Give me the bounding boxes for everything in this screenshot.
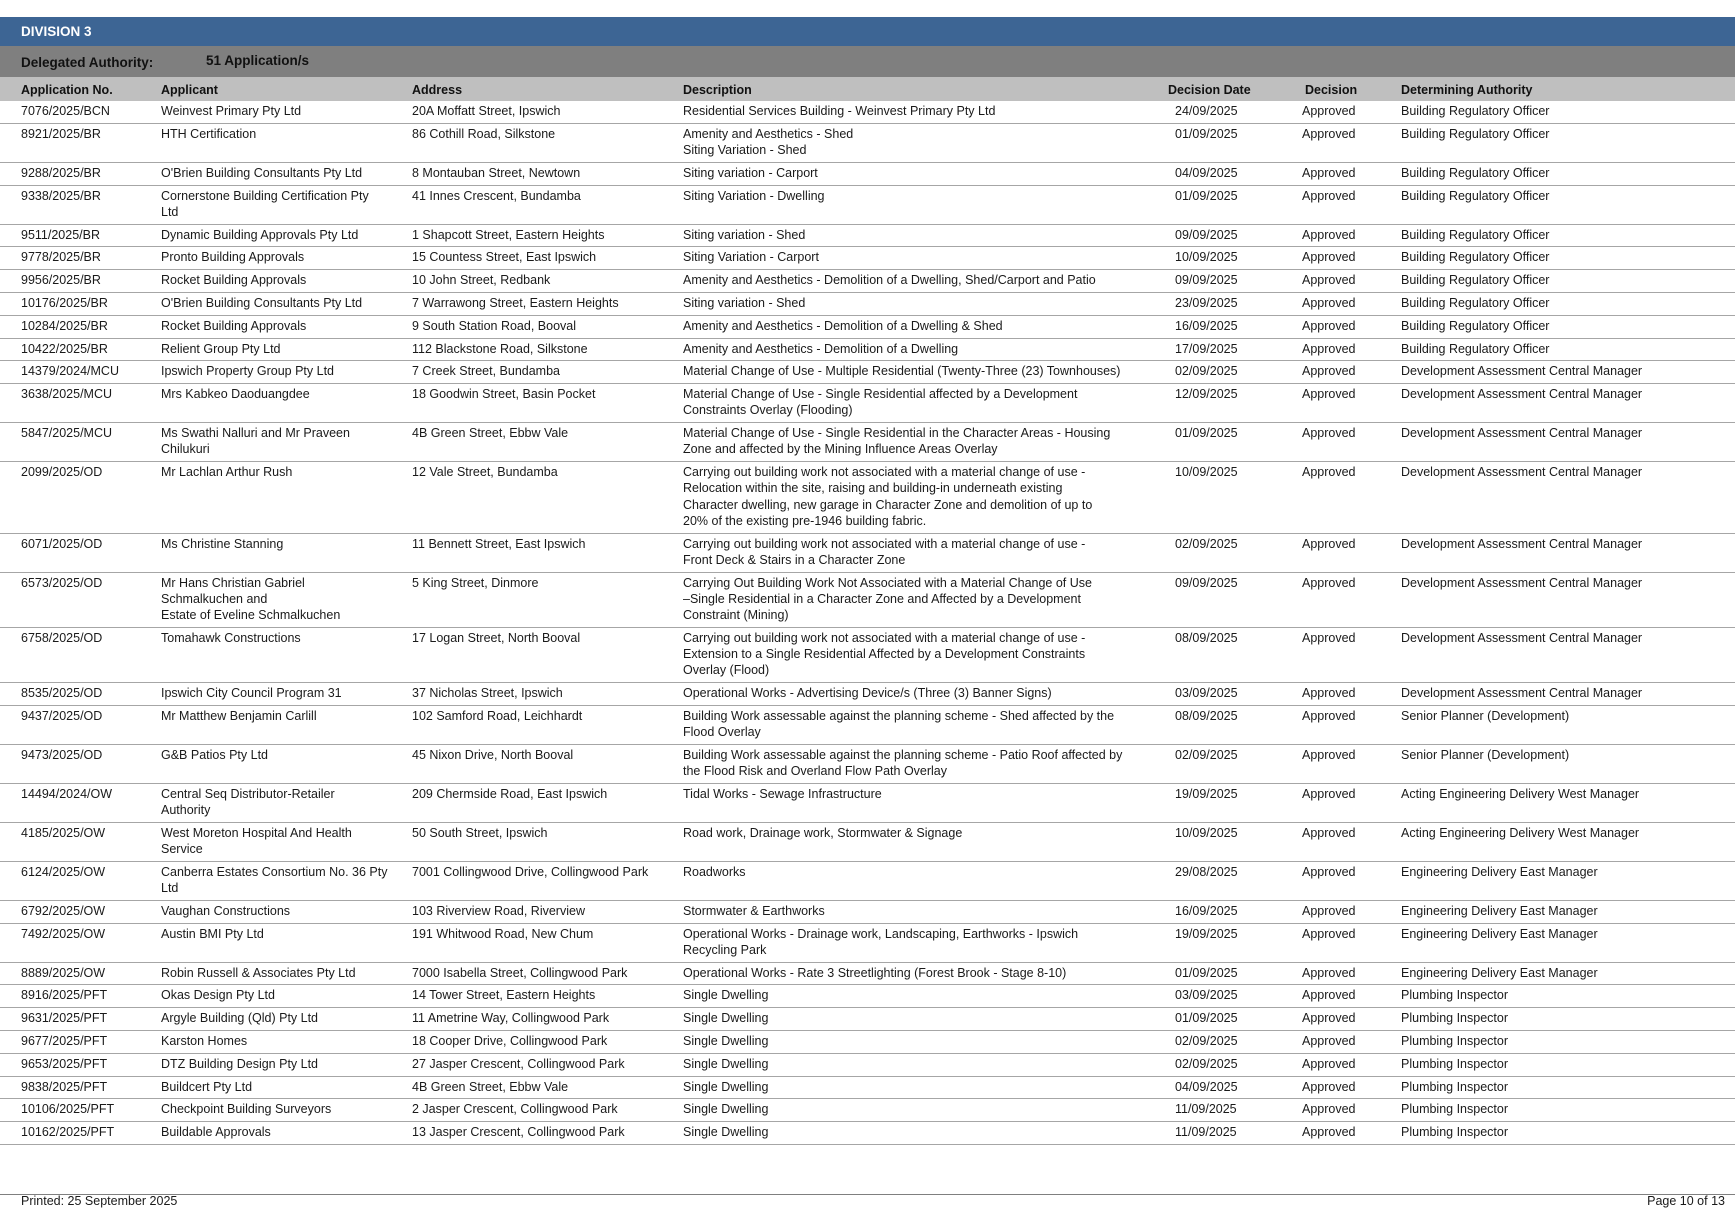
cell-decision: Approved bbox=[1302, 536, 1356, 551]
cell-decision: Approved bbox=[1302, 864, 1356, 879]
cell-determining-authority: Building Regulatory Officer bbox=[1401, 318, 1550, 333]
cell-decision: Approved bbox=[1302, 296, 1356, 310]
table-row bbox=[0, 101, 1735, 124]
cell-address: 7 Warrawong Street, Eastern Heights bbox=[412, 296, 619, 310]
cell-decision-date: 03/09/2025 bbox=[1175, 988, 1238, 1003]
cell-description: Carrying out building work not associated with a material change of use - Extension to a Single Residential Affected by a Development Constraints Overlay (Flood) bbox=[683, 630, 1086, 678]
cell-applicant: Relient Group Pty Ltd bbox=[161, 341, 281, 356]
cell-decision: Approved bbox=[1302, 1125, 1356, 1140]
cell-application-no: 5847/2025/MCU bbox=[21, 426, 113, 441]
table-row bbox=[0, 862, 1735, 901]
cell-address: 41 Innes Crescent, Bundamba bbox=[412, 188, 581, 203]
column-header-decision-date: Decision Date bbox=[1168, 83, 1251, 97]
table-row bbox=[0, 384, 1735, 423]
cell-decision-date: 16/09/2025 bbox=[1175, 903, 1238, 918]
cell-applicant: DTZ Building Design Pty Ltd bbox=[161, 1056, 319, 1071]
cell-address: 209 Chermside Road, East Ipswich bbox=[412, 786, 608, 801]
cell-decision: Approved bbox=[1302, 630, 1356, 645]
table-row bbox=[0, 124, 1735, 163]
cell-determining-authority: Development Assessment Central Manager bbox=[1401, 364, 1643, 379]
cell-determining-authority: Development Assessment Central Manager bbox=[1401, 465, 1643, 480]
column-header-decision: Decision bbox=[1305, 83, 1358, 97]
cell-address: 50 South Street, Ipswich bbox=[412, 825, 548, 840]
cell-determining-authority: Acting Engineering Delivery West Manager bbox=[1401, 786, 1640, 801]
cell-application-no: 6071/2025/OD bbox=[21, 536, 103, 551]
cell-application-no: 3638/2025/MCU bbox=[21, 387, 113, 402]
cell-determining-authority: Development Assessment Central Manager bbox=[1401, 387, 1643, 402]
table-row bbox=[0, 1099, 1735, 1122]
cell-applicant: Ipswich Property Group Pty Ltd bbox=[161, 364, 334, 379]
cell-decision-date: 08/09/2025 bbox=[1175, 708, 1238, 723]
cell-application-no: 9677/2025/PFT bbox=[21, 1034, 108, 1048]
cell-determining-authority: Building Regulatory Officer bbox=[1401, 250, 1550, 265]
cell-determining-authority: Building Regulatory Officer bbox=[1401, 104, 1550, 118]
cell-application-no: 4185/2025/OW bbox=[21, 825, 106, 840]
cell-decision-date: 29/08/2025 bbox=[1175, 864, 1238, 879]
cell-application-no: 9511/2025/BR bbox=[21, 227, 100, 242]
cell-applicant: Cornerstone Building Certification Pty Ltd bbox=[161, 188, 369, 219]
cell-decision-date: 02/09/2025 bbox=[1175, 1056, 1238, 1071]
cell-decision-date: 19/09/2025 bbox=[1175, 786, 1238, 801]
cell-description: Material Change of Use - Multiple Residential (Twenty-Three (23) Townhouses) bbox=[683, 364, 1121, 379]
cell-description: Stormwater & Earthworks bbox=[683, 903, 825, 918]
table-row bbox=[0, 186, 1735, 225]
cell-determining-authority: Building Regulatory Officer bbox=[1401, 341, 1550, 356]
cell-applicant: Buildcert Pty Ltd bbox=[161, 1079, 253, 1094]
cell-decision: Approved bbox=[1302, 708, 1356, 723]
cell-determining-authority: Plumbing Inspector bbox=[1401, 1102, 1509, 1117]
table-row bbox=[0, 270, 1735, 293]
cell-application-no: 6792/2025/OW bbox=[21, 903, 106, 918]
table-row bbox=[0, 534, 1735, 573]
table-row bbox=[0, 361, 1735, 384]
cell-applicant: Checkpoint Building Surveyors bbox=[161, 1102, 332, 1117]
cell-application-no: 9838/2025/PFT bbox=[21, 1079, 108, 1094]
table-row bbox=[0, 1031, 1735, 1054]
cell-description: Single Dwelling bbox=[683, 1056, 769, 1071]
table-row bbox=[0, 293, 1735, 316]
table-row bbox=[0, 683, 1735, 706]
division-heading: DIVISION 3 bbox=[0, 17, 1735, 46]
cell-decision: Approved bbox=[1302, 1011, 1356, 1026]
cell-decision: Approved bbox=[1302, 1034, 1356, 1048]
cell-decision: Approved bbox=[1302, 686, 1356, 700]
cell-description: Road work, Drainage work, Stormwater & Signage bbox=[683, 825, 963, 840]
cell-description: Single Dwelling bbox=[683, 1034, 769, 1048]
cell-applicant: Ipswich City Council Program 31 bbox=[161, 686, 342, 700]
authority-bar bbox=[0, 46, 1735, 77]
cell-description: Amenity and Aesthetics - Demolition of a Dwelling bbox=[683, 341, 959, 356]
cell-applicant: Pronto Building Approvals bbox=[161, 250, 305, 265]
table-row bbox=[0, 339, 1735, 362]
cell-determining-authority: Development Assessment Central Manager bbox=[1401, 630, 1643, 645]
cell-decision-date: 01/09/2025 bbox=[1175, 965, 1238, 980]
cell-decision-date: 19/09/2025 bbox=[1175, 926, 1238, 941]
cell-determining-authority: Plumbing Inspector bbox=[1401, 1034, 1509, 1048]
cell-applicant: Ms Christine Stanning bbox=[161, 536, 284, 551]
cell-description: Siting Variation - Carport bbox=[683, 250, 819, 265]
cell-address: 15 Countess Street, East Ipswich bbox=[412, 250, 597, 265]
cell-determining-authority: Engineering Delivery East Manager bbox=[1401, 903, 1598, 918]
authority-label: Delegated Authority: bbox=[21, 55, 154, 70]
cell-application-no: 10422/2025/BR bbox=[21, 341, 108, 356]
cell-determining-authority: Plumbing Inspector bbox=[1401, 1056, 1509, 1071]
cell-application-no: 7492/2025/OW bbox=[21, 926, 106, 941]
cell-address: 37 Nicholas Street, Ipswich bbox=[412, 686, 563, 700]
cell-description: Siting variation - Shed bbox=[683, 296, 806, 310]
cell-applicant: Robin Russell & Associates Pty Ltd bbox=[161, 965, 356, 980]
column-header-description: Description bbox=[683, 83, 752, 97]
cell-application-no: 10106/2025/PFT bbox=[21, 1102, 115, 1117]
cell-application-no: 9338/2025/BR bbox=[21, 188, 101, 203]
cell-determining-authority: Senior Planner (Development) bbox=[1401, 708, 1570, 723]
cell-address: 20A Moffatt Street, Ipswich bbox=[412, 104, 561, 118]
cell-address: 11 Ametrine Way, Collingwood Park bbox=[412, 1011, 610, 1026]
cell-address: 7001 Collingwood Drive, Collingwood Park bbox=[412, 864, 649, 879]
table-row bbox=[0, 924, 1735, 963]
cell-determining-authority: Building Regulatory Officer bbox=[1401, 188, 1550, 203]
cell-decision-date: 12/09/2025 bbox=[1175, 387, 1238, 402]
cell-decision-date: 04/09/2025 bbox=[1175, 165, 1238, 180]
cell-decision-date: 08/09/2025 bbox=[1175, 630, 1238, 645]
cell-decision: Approved bbox=[1302, 273, 1356, 288]
cell-address: 12 Vale Street, Bundamba bbox=[412, 465, 558, 480]
cell-application-no: 9778/2025/BR bbox=[21, 250, 101, 265]
cell-decision-date: 23/09/2025 bbox=[1175, 296, 1238, 310]
cell-address: 18 Cooper Drive, Collingwood Park bbox=[412, 1034, 608, 1048]
cell-address: 14 Tower Street, Eastern Heights bbox=[412, 988, 596, 1003]
cell-description: Residential Services Building - Weinvest Primary Pty Ltd bbox=[683, 104, 996, 118]
cell-applicant: Rocket Building Approvals bbox=[161, 273, 307, 288]
cell-decision: Approved bbox=[1302, 341, 1356, 356]
cell-applicant: Buildable Approvals bbox=[161, 1125, 271, 1140]
cell-application-no: 8921/2025/BR bbox=[21, 126, 101, 141]
cell-decision: Approved bbox=[1302, 387, 1356, 402]
cell-determining-authority: Engineering Delivery East Manager bbox=[1401, 965, 1598, 980]
cell-description: Amenity and Aesthetics - Demolition of a Dwelling & Shed bbox=[683, 318, 1003, 333]
cell-applicant: Mr Matthew Benjamin Carlill bbox=[161, 708, 317, 723]
cell-description: Siting Variation - Dwelling bbox=[683, 188, 825, 203]
cell-determining-authority: Acting Engineering Delivery West Manager bbox=[1401, 825, 1640, 840]
cell-application-no: 8916/2025/PFT bbox=[21, 988, 108, 1003]
cell-address: 191 Whitwood Road, New Chum bbox=[412, 926, 594, 941]
cell-decision-date: 01/09/2025 bbox=[1175, 126, 1238, 141]
table-row bbox=[0, 745, 1735, 784]
cell-decision-date: 02/09/2025 bbox=[1175, 747, 1238, 762]
cell-address: 102 Samford Road, Leichhardt bbox=[412, 708, 583, 723]
cell-decision: Approved bbox=[1302, 965, 1356, 980]
cell-applicant: G&B Patios Pty Ltd bbox=[161, 747, 268, 762]
cell-application-no: 9288/2025/BR bbox=[21, 165, 101, 180]
cell-address: 2 Jasper Crescent, Collingwood Park bbox=[412, 1102, 618, 1117]
cell-determining-authority: Building Regulatory Officer bbox=[1401, 126, 1550, 141]
cell-decision-date: 01/09/2025 bbox=[1175, 426, 1238, 441]
cell-description: Amenity and Aesthetics - Shed Siting Variation - Shed bbox=[683, 126, 854, 157]
cell-address: 7000 Isabella Street, Collingwood Park bbox=[412, 965, 628, 980]
cell-applicant: West Moreton Hospital And Health Service bbox=[161, 825, 352, 856]
printed-date: Printed: 25 September 2025 bbox=[21, 1194, 178, 1208]
table-row bbox=[0, 573, 1735, 628]
table-row bbox=[0, 247, 1735, 270]
cell-decision: Approved bbox=[1302, 250, 1356, 265]
cell-decision-date: 02/09/2025 bbox=[1175, 364, 1238, 379]
cell-address: 4B Green Street, Ebbw Vale bbox=[412, 1079, 569, 1094]
cell-description: Single Dwelling bbox=[683, 1102, 769, 1117]
cell-description: Tidal Works - Sewage Infrastructure bbox=[683, 786, 882, 801]
cell-address: 103 Riverview Road, Riverview bbox=[412, 903, 585, 918]
cell-determining-authority: Building Regulatory Officer bbox=[1401, 227, 1550, 242]
cell-address: 5 King Street, Dinmore bbox=[412, 575, 539, 590]
cell-applicant: Mrs Kabkeo Daoduangdee bbox=[161, 387, 310, 402]
table-row bbox=[0, 963, 1735, 986]
cell-application-no: 7076/2025/BCN bbox=[21, 104, 110, 118]
cell-address: 9 South Station Road, Booval bbox=[412, 318, 577, 333]
cell-application-no: 6758/2025/OD bbox=[21, 630, 103, 645]
cell-application-no: 8535/2025/OD bbox=[21, 686, 103, 700]
table-row bbox=[0, 628, 1735, 683]
cell-decision-date: 09/09/2025 bbox=[1175, 575, 1238, 590]
cell-decision: Approved bbox=[1302, 926, 1356, 941]
cell-description: Building Work assessable against the planning scheme - Shed affected by the Flood Overlay bbox=[683, 708, 1115, 739]
cell-decision-date: 03/09/2025 bbox=[1175, 686, 1238, 700]
cell-decision-date: 02/09/2025 bbox=[1175, 536, 1238, 551]
cell-applicant: Dynamic Building Approvals Pty Ltd bbox=[161, 227, 359, 242]
table-row bbox=[0, 784, 1735, 823]
cell-decision: Approved bbox=[1302, 1079, 1356, 1094]
cell-address: 8 Montauban Street, Newtown bbox=[412, 165, 581, 180]
cell-applicant: Vaughan Constructions bbox=[161, 903, 291, 918]
cell-decision: Approved bbox=[1302, 126, 1356, 141]
cell-decision-date: 04/09/2025 bbox=[1175, 1079, 1238, 1094]
cell-address: 13 Jasper Crescent, Collingwood Park bbox=[412, 1125, 625, 1140]
cell-application-no: 8889/2025/OW bbox=[21, 965, 106, 980]
cell-decision: Approved bbox=[1302, 747, 1356, 762]
cell-application-no: 14494/2024/OW bbox=[21, 786, 113, 801]
table-row bbox=[0, 1122, 1735, 1145]
cell-address: 18 Goodwin Street, Basin Pocket bbox=[412, 387, 596, 402]
cell-decision-date: 01/09/2025 bbox=[1175, 1011, 1238, 1026]
cell-application-no: 10284/2025/BR bbox=[21, 318, 108, 333]
cell-decision: Approved bbox=[1302, 188, 1356, 203]
cell-decision: Approved bbox=[1302, 575, 1356, 590]
cell-determining-authority: Building Regulatory Officer bbox=[1401, 296, 1550, 310]
column-header-address: Address bbox=[412, 83, 463, 97]
column-header-applicant: Applicant bbox=[161, 83, 218, 97]
cell-address: 4B Green Street, Ebbw Vale bbox=[412, 426, 569, 441]
cell-description: Single Dwelling bbox=[683, 1079, 769, 1094]
cell-address: 17 Logan Street, North Booval bbox=[412, 630, 581, 645]
cell-application-no: 10176/2025/BR bbox=[21, 296, 108, 310]
cell-decision-date: 11/09/2025 bbox=[1175, 1125, 1237, 1140]
table-row bbox=[0, 163, 1735, 186]
table-row bbox=[0, 823, 1735, 862]
cell-applicant: Weinvest Primary Pty Ltd bbox=[161, 104, 302, 118]
footer-divider bbox=[0, 1194, 1735, 1195]
cell-application-no: 9437/2025/OD bbox=[21, 708, 103, 723]
cell-applicant: Mr Hans Christian Gabriel Schmalkuchen and Estate of Eveline Schmalkuchen bbox=[161, 575, 341, 622]
cell-description: Siting variation - Carport bbox=[683, 165, 818, 180]
cell-determining-authority: Senior Planner (Development) bbox=[1401, 747, 1570, 762]
column-header-determining-authority: Determining Authority bbox=[1401, 83, 1533, 97]
cell-description: Carrying out building work not associated with a material change of use - Relocation within the site, raising and building-in underneath existing Character dwelling, new garage in Character Zone and demolition of up to 20% of the existing pre-1946 building fabric. bbox=[683, 465, 1093, 528]
table-row bbox=[0, 225, 1735, 248]
cell-description: Siting variation - Shed bbox=[683, 227, 806, 242]
application-count: 51 Application/s bbox=[206, 53, 310, 68]
cell-application-no: 9653/2025/PFT bbox=[21, 1056, 108, 1071]
cell-determining-authority: Building Regulatory Officer bbox=[1401, 165, 1550, 180]
cell-decision: Approved bbox=[1302, 227, 1356, 242]
cell-applicant: Mr Lachlan Arthur Rush bbox=[161, 465, 293, 480]
cell-determining-authority: Development Assessment Central Manager bbox=[1401, 686, 1643, 700]
table-row bbox=[0, 901, 1735, 924]
cell-applicant: Ms Swathi Nalluri and Mr Praveen Chilukuri bbox=[161, 426, 350, 457]
table-header bbox=[0, 77, 1735, 101]
cell-address: 86 Cothill Road, Silkstone bbox=[412, 126, 556, 141]
cell-decision-date: 09/09/2025 bbox=[1175, 227, 1238, 242]
cell-decision: Approved bbox=[1302, 825, 1356, 840]
cell-applicant: Okas Design Pty Ltd bbox=[161, 988, 275, 1003]
cell-decision: Approved bbox=[1302, 165, 1356, 180]
cell-address: 10 John Street, Redbank bbox=[412, 273, 551, 288]
cell-decision-date: 16/09/2025 bbox=[1175, 318, 1238, 333]
cell-applicant: Argyle Building (Qld) Pty Ltd bbox=[161, 1011, 319, 1026]
cell-decision-date: 10/09/2025 bbox=[1175, 825, 1238, 840]
cell-address: 1 Shapcott Street, Eastern Heights bbox=[412, 227, 605, 242]
cell-application-no: 14379/2024/MCU bbox=[21, 364, 119, 379]
cell-applicant: Karston Homes bbox=[161, 1034, 248, 1048]
cell-determining-authority: Development Assessment Central Manager bbox=[1401, 536, 1643, 551]
cell-applicant: HTH Certification bbox=[161, 126, 257, 141]
cell-decision: Approved bbox=[1302, 903, 1356, 918]
cell-description: Single Dwelling bbox=[683, 1011, 769, 1026]
cell-application-no: 6124/2025/OW bbox=[21, 864, 106, 879]
cell-applicant: Rocket Building Approvals bbox=[161, 318, 307, 333]
cell-decision-date: 10/09/2025 bbox=[1175, 250, 1238, 265]
cell-application-no: 9631/2025/PFT bbox=[21, 1011, 108, 1026]
cell-description: Operational Works - Advertising Device/s (Three (3) Banner Signs) bbox=[683, 686, 1052, 700]
cell-description: Operational Works - Rate 3 Streetlighting (Forest Brook - Stage 8-10) bbox=[683, 965, 1067, 980]
table-row bbox=[0, 423, 1735, 462]
cell-description: Carrying out building work not associated with a material change of use - Front Deck & Stairs in a Character Zone bbox=[683, 536, 1086, 567]
cell-determining-authority: Plumbing Inspector bbox=[1401, 1125, 1509, 1140]
cell-decision: Approved bbox=[1302, 465, 1356, 480]
cell-decision: Approved bbox=[1302, 1056, 1356, 1071]
cell-description: Roadworks bbox=[683, 864, 746, 879]
cell-decision: Approved bbox=[1302, 426, 1356, 441]
cell-description: Material Change of Use - Single Residential in the Character Areas - Housing Zone and affected by the Mining Influence Areas Overlay bbox=[683, 426, 1111, 457]
cell-description: Operational Works - Drainage work, Landscaping, Earthworks - Ipswich Recycling Park bbox=[683, 926, 1079, 957]
cell-address: 11 Bennett Street, East Ipswich bbox=[412, 536, 586, 551]
cell-address: 45 Nixon Drive, North Booval bbox=[412, 747, 574, 762]
cell-description: Material Change of Use - Single Residential affected by a Development Constraints Overlay (Flooding) bbox=[683, 387, 1078, 418]
cell-applicant: Central Seq Distributor-Retailer Authority bbox=[161, 786, 335, 817]
cell-application-no: 10162/2025/PFT bbox=[21, 1125, 115, 1140]
cell-determining-authority: Plumbing Inspector bbox=[1401, 1079, 1509, 1094]
cell-application-no: 9956/2025/BR bbox=[21, 273, 101, 288]
table-row bbox=[0, 1008, 1735, 1031]
cell-application-no: 6573/2025/OD bbox=[21, 575, 103, 590]
cell-decision-date: 01/09/2025 bbox=[1175, 188, 1238, 203]
cell-application-no: 9473/2025/OD bbox=[21, 747, 103, 762]
cell-decision: Approved bbox=[1302, 786, 1356, 801]
cell-determining-authority: Building Regulatory Officer bbox=[1401, 273, 1550, 288]
cell-description: Building Work assessable against the planning scheme - Patio Roof affected by the Flood Risk and Overland Flow Path Overlay bbox=[683, 747, 1123, 778]
cell-determining-authority: Plumbing Inspector bbox=[1401, 988, 1509, 1003]
column-header-application-no: Application No. bbox=[21, 83, 113, 97]
cell-decision-date: 17/09/2025 bbox=[1175, 341, 1238, 356]
cell-decision-date: 11/09/2025 bbox=[1175, 1102, 1237, 1117]
cell-applicant: O'Brien Building Consultants Pty Ltd bbox=[161, 165, 363, 180]
cell-applicant: O'Brien Building Consultants Pty Ltd bbox=[161, 296, 363, 310]
table-row bbox=[0, 1077, 1735, 1100]
cell-decision-date: 09/09/2025 bbox=[1175, 273, 1238, 288]
cell-decision-date: 24/09/2025 bbox=[1175, 104, 1238, 118]
table-row bbox=[0, 316, 1735, 339]
cell-decision: Approved bbox=[1302, 318, 1356, 333]
cell-determining-authority: Development Assessment Central Manager bbox=[1401, 575, 1643, 590]
cell-decision: Approved bbox=[1302, 988, 1356, 1003]
cell-address: 112 Blackstone Road, Silkstone bbox=[412, 341, 588, 356]
cell-decision: Approved bbox=[1302, 104, 1356, 118]
cell-description: Carrying Out Building Work Not Associated with a Material Change of Use –Single Residential in a Character Zone and Affected by a Development Constraint (Mining) bbox=[683, 575, 1092, 622]
cell-decision: Approved bbox=[1302, 364, 1356, 379]
table-row bbox=[0, 985, 1735, 1008]
cell-description: Amenity and Aesthetics - Demolition of a Dwelling, Shed/Carport and Patio bbox=[683, 273, 1096, 288]
table-row bbox=[0, 706, 1735, 745]
cell-determining-authority: Plumbing Inspector bbox=[1401, 1011, 1509, 1026]
cell-description: Single Dwelling bbox=[683, 988, 769, 1003]
page-number: Page 10 of 13 bbox=[1647, 1194, 1725, 1208]
cell-description: Single Dwelling bbox=[683, 1125, 769, 1140]
cell-application-no: 2099/2025/OD bbox=[21, 465, 103, 480]
cell-determining-authority: Engineering Delivery East Manager bbox=[1401, 926, 1598, 941]
cell-applicant: Canberra Estates Consortium No. 36 Pty Ltd bbox=[161, 864, 388, 895]
cell-decision: Approved bbox=[1302, 1102, 1356, 1117]
cell-applicant: Austin BMI Pty Ltd bbox=[161, 926, 264, 941]
cell-decision-date: 02/09/2025 bbox=[1175, 1034, 1238, 1048]
cell-determining-authority: Engineering Delivery East Manager bbox=[1401, 864, 1598, 879]
cell-decision-date: 10/09/2025 bbox=[1175, 465, 1238, 480]
table-row bbox=[0, 462, 1735, 533]
cell-applicant: Tomahawk Constructions bbox=[161, 630, 301, 645]
cell-address: 7 Creek Street, Bundamba bbox=[412, 364, 560, 379]
cell-address: 27 Jasper Crescent, Collingwood Park bbox=[412, 1056, 625, 1071]
cell-determining-authority: Development Assessment Central Manager bbox=[1401, 426, 1643, 441]
table-row bbox=[0, 1054, 1735, 1077]
